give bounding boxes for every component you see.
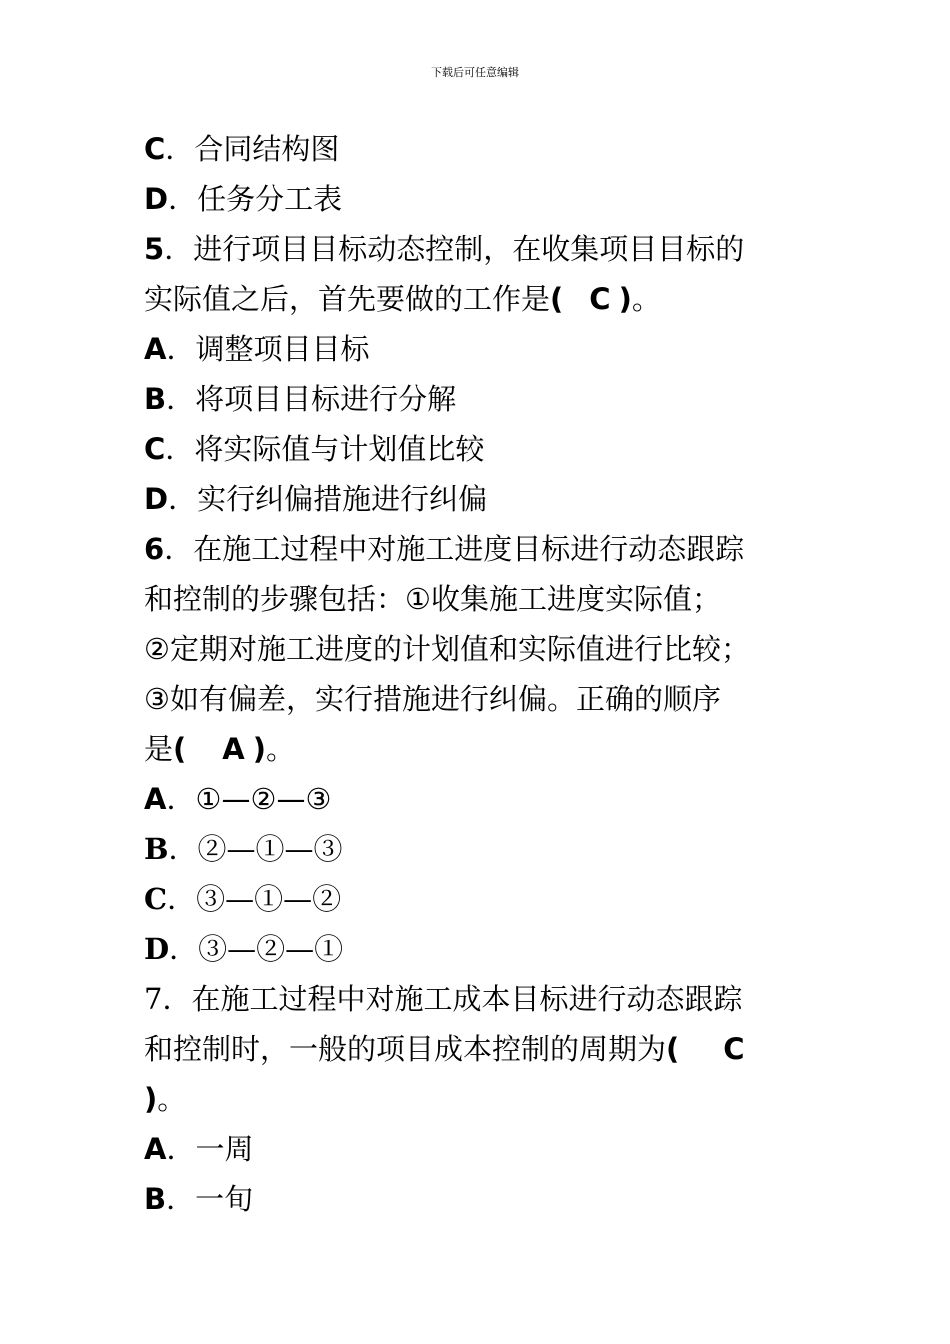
option-line [144, 874, 834, 924]
question-text: ③如有偏差，实行措施进行纠偏。正确的顺序 [144, 682, 721, 716]
option-line [144, 324, 834, 374]
question-text: 在施工过程中对施工进度目标进行动态跟踪 [193, 532, 745, 566]
option-label: D [144, 932, 170, 966]
answer-letter: A [222, 732, 245, 766]
period: 。 [266, 732, 296, 766]
close-paren: ) [144, 1082, 158, 1116]
question-line [144, 974, 834, 1024]
question-line [144, 274, 834, 324]
option-line [144, 1124, 834, 1174]
option-text: 合同结构图 [194, 132, 340, 166]
page-header: 下载后可任意编辑 [431, 66, 519, 79]
question-text: 实际值之后，首先要做的工作是 [144, 282, 551, 316]
question-line [144, 224, 834, 274]
question-line [144, 1024, 834, 1074]
close-paren: ) [252, 732, 266, 766]
separator: ． [166, 782, 196, 816]
option-label: A [144, 1132, 167, 1166]
option-line [144, 774, 834, 824]
separator: ． [168, 182, 198, 216]
question-number: 5 [144, 232, 165, 266]
question-number: 6 [144, 532, 165, 566]
option-label: C [144, 882, 168, 916]
question-line [144, 574, 834, 624]
option-line [144, 924, 834, 974]
option-text: 任务分工表 [197, 182, 343, 216]
separator: ． [168, 482, 198, 516]
option-label: D [144, 482, 169, 516]
option-label: A [144, 782, 167, 816]
separator: ． [168, 832, 198, 866]
option-text: ②—①—③ [197, 832, 343, 866]
option-line [144, 1174, 834, 1224]
option-text: 一周 [195, 1132, 254, 1166]
separator: ． [169, 932, 199, 966]
question-text: ②定期对施工进度的计划值和实际值进行比较； [144, 632, 750, 666]
option-label: C [144, 432, 166, 466]
question-number: 7 [144, 982, 163, 1016]
option-text: 实行纠偏措施进行纠偏 [197, 482, 488, 516]
separator: ． [166, 332, 196, 366]
question-text: 是 [144, 732, 174, 766]
separator: ． [165, 132, 195, 166]
question-line [144, 674, 834, 724]
open-paren: ( [173, 732, 187, 766]
option-label: D [144, 182, 169, 216]
option-text: 将项目目标进行分解 [195, 382, 457, 416]
close-paren: ) [618, 282, 632, 316]
question-line [144, 624, 834, 674]
question-line [144, 724, 834, 774]
separator: ． [165, 432, 195, 466]
option-label: B [144, 832, 169, 866]
option-line [144, 124, 834, 174]
question-text: 和控制时，一般的项目成本控制的周期为 [144, 1032, 667, 1066]
separator: ． [166, 382, 196, 416]
option-label: A [144, 332, 167, 366]
period: 。 [157, 1082, 187, 1116]
option-text: ③—①—② [196, 882, 342, 916]
option-label: B [144, 1182, 167, 1216]
open-paren: ( [666, 1032, 680, 1066]
document-body [144, 124, 834, 1224]
separator: ． [164, 532, 194, 566]
question-line [144, 524, 834, 574]
option-line [144, 374, 834, 424]
answer-letter: C [589, 282, 611, 316]
option-text: 将实际值与计划值比较 [194, 432, 485, 466]
option-label: C [144, 132, 166, 166]
option-line [144, 824, 834, 874]
question-text: 在施工过程中对施工成本目标进行动态跟踪 [191, 982, 743, 1016]
question-text: 进行项目目标动态控制，在收集项目目标的 [193, 232, 745, 266]
question-line [144, 1074, 834, 1124]
option-text: 一旬 [195, 1182, 254, 1216]
separator: ． [166, 1182, 196, 1216]
option-line [144, 474, 834, 524]
open-paren: ( [550, 282, 564, 316]
separator: ． [167, 882, 197, 916]
option-text: ①—②—③ [195, 782, 332, 816]
separator: ． [166, 1132, 196, 1166]
option-text: 调整项目目标 [195, 332, 370, 366]
option-label: B [144, 382, 167, 416]
period: 。 [631, 282, 661, 316]
question-text: 和控制的步骤包括：①收集施工进度实际值； [144, 582, 721, 616]
answer-letter: C [723, 1032, 745, 1066]
separator: ． [162, 982, 192, 1016]
option-line [144, 424, 834, 474]
option-line [144, 174, 834, 224]
option-text: ③—②—① [198, 932, 344, 966]
separator: ． [164, 232, 194, 266]
